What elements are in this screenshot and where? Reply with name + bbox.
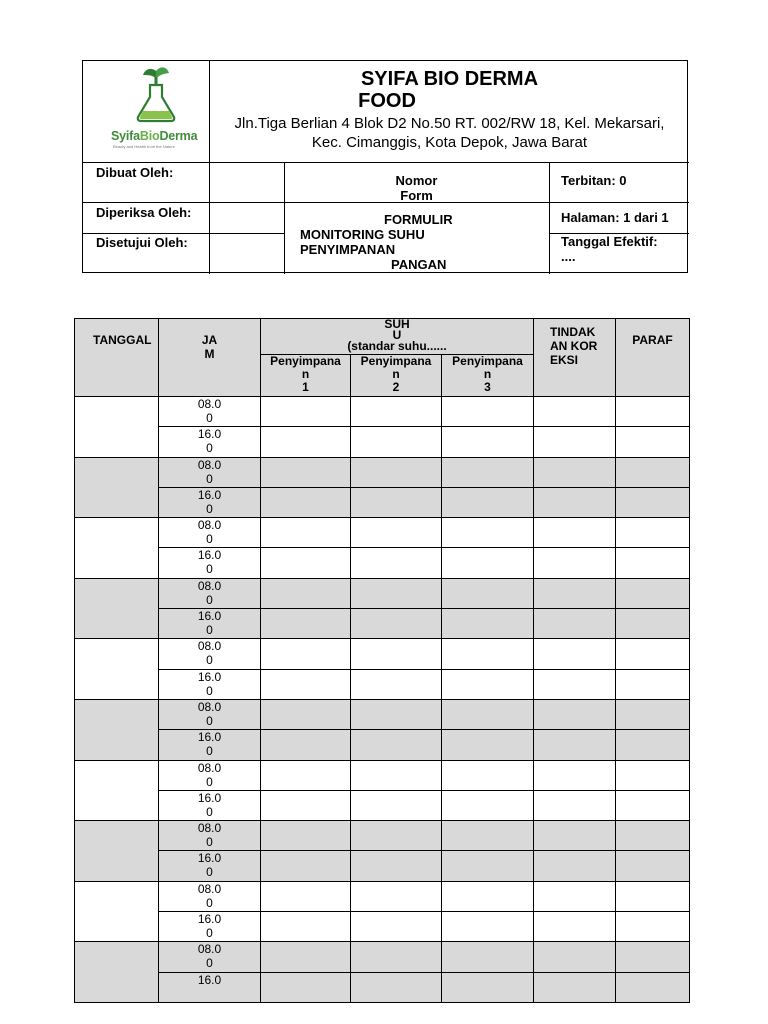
table-row [75, 942, 690, 972]
table-row [75, 457, 690, 487]
tanggal-cell[interactable] [75, 518, 159, 579]
jam-cell: 16.00 [159, 790, 261, 820]
penyimpanan-3-cell[interactable] [442, 881, 534, 911]
penyimpanan-2-cell[interactable] [351, 548, 442, 578]
penyimpanan-3-cell[interactable] [442, 730, 534, 760]
paraf-cell[interactable] [616, 578, 690, 608]
divider [83, 233, 284, 234]
jam-cell: 16.00 [159, 669, 261, 699]
header-tanggal: TANGGAL [75, 319, 159, 397]
tindakan-cell[interactable] [534, 972, 616, 1002]
monitoring-table [74, 318, 690, 1003]
jam-cell: 08.00 [159, 881, 261, 911]
tindakan-cell[interactable] [534, 699, 616, 729]
penyimpanan-1-cell[interactable] [261, 548, 351, 578]
penyimpanan-2-cell[interactable] [351, 760, 442, 790]
penyimpanan-2-cell[interactable] [351, 669, 442, 699]
penyimpanan-3-cell[interactable] [442, 942, 534, 972]
penyimpanan-2-cell[interactable] [351, 578, 442, 608]
penyimpanan-3-cell[interactable] [442, 699, 534, 729]
penyimpanan-3-cell[interactable] [442, 548, 534, 578]
penyimpanan-3-cell[interactable] [442, 669, 534, 699]
tanggal-cell[interactable] [75, 578, 159, 639]
penyimpanan-1-cell[interactable] [261, 518, 351, 548]
table-row [75, 427, 690, 457]
paraf-cell[interactable] [616, 760, 690, 790]
penyimpanan-1-cell[interactable] [261, 457, 351, 487]
penyimpanan-3-cell[interactable] [442, 821, 534, 851]
jam-cell: 16.00 [159, 609, 261, 639]
divider [549, 202, 689, 203]
logo-tagline: Beauty and Health from the Nature [113, 144, 175, 149]
tanggal-cell[interactable] [75, 397, 159, 458]
monitoring-table-body [75, 397, 690, 1003]
tindakan-cell[interactable] [534, 881, 616, 911]
tindakan-cell[interactable] [534, 639, 616, 669]
jam-cell: 08.00 [159, 397, 261, 427]
penyimpanan-3-cell[interactable] [442, 851, 534, 881]
tanggal-cell[interactable] [75, 760, 159, 821]
paraf-cell[interactable] [616, 942, 690, 972]
tindakan-cell[interactable] [534, 518, 616, 548]
table-row [75, 518, 690, 548]
penyimpanan-2-cell[interactable] [351, 821, 442, 851]
penyimpanan-1-cell[interactable] [261, 578, 351, 608]
table-row [75, 972, 690, 1002]
header-penyimpanan-1: Penyimpanan 1 [261, 355, 351, 397]
table-row [75, 609, 690, 639]
tanggal-cell[interactable] [75, 942, 159, 1003]
penyimpanan-1-cell[interactable] [261, 427, 351, 457]
jam-cell: 08.00 [159, 639, 261, 669]
penyimpanan-3-cell[interactable] [442, 457, 534, 487]
penyimpanan-1-cell[interactable] [261, 790, 351, 820]
table-row [75, 851, 690, 881]
divider [209, 162, 210, 274]
jam-cell: 08.00 [159, 821, 261, 851]
diperiksa-oleh-label: Diperiksa Oleh: [96, 205, 192, 220]
tindakan-cell[interactable] [534, 578, 616, 608]
tanggal-efektif-label: Tanggal Efektif: .... [561, 234, 658, 264]
penyimpanan-1-cell[interactable] [261, 851, 351, 881]
document-header [82, 60, 688, 273]
header-penyimpanan-3: Penyimpanan 3 [442, 355, 534, 397]
header-tindakan-koreksi: TINDAKAN KOREKSI [534, 319, 616, 397]
divider [83, 162, 689, 163]
jam-cell: 08.00 [159, 578, 261, 608]
paraf-cell[interactable] [616, 639, 690, 669]
jam-cell: 16.0 [159, 972, 261, 1002]
table-row [75, 548, 690, 578]
jam-cell: 16.00 [159, 427, 261, 457]
company-name: SYIFA BIO DERMA FOOD [358, 68, 539, 112]
penyimpanan-1-cell[interactable] [261, 912, 351, 942]
tindakan-cell[interactable] [534, 457, 616, 487]
divider [83, 202, 284, 203]
tindakan-cell[interactable] [534, 609, 616, 639]
paraf-cell[interactable] [616, 669, 690, 699]
table-row [75, 912, 690, 942]
table-row [75, 639, 690, 669]
penyimpanan-2-cell[interactable] [351, 397, 442, 427]
tanggal-cell[interactable] [75, 821, 159, 882]
paraf-cell[interactable] [616, 881, 690, 911]
tindakan-cell[interactable] [534, 487, 616, 517]
penyimpanan-2-cell[interactable] [351, 912, 442, 942]
tindakan-cell[interactable] [534, 427, 616, 457]
penyimpanan-1-cell[interactable] [261, 730, 351, 760]
header-jam: JAM [159, 319, 261, 397]
tanggal-cell[interactable] [75, 457, 159, 518]
jam-cell: 16.00 [159, 487, 261, 517]
tindakan-cell[interactable] [534, 790, 616, 820]
penyimpanan-1-cell[interactable] [261, 821, 351, 851]
table-row [75, 397, 690, 427]
paraf-cell[interactable] [616, 427, 690, 457]
penyimpanan-2-cell[interactable] [351, 487, 442, 517]
penyimpanan-3-cell[interactable] [442, 912, 534, 942]
penyimpanan-2-cell[interactable] [351, 427, 442, 457]
penyimpanan-3-cell[interactable] [442, 609, 534, 639]
terbitan-label: Terbitan: 0 [561, 173, 627, 188]
penyimpanan-2-cell[interactable] [351, 790, 442, 820]
tindakan-cell[interactable] [534, 851, 616, 881]
jam-cell: 08.00 [159, 760, 261, 790]
penyimpanan-2-cell[interactable] [351, 730, 442, 760]
table-row [75, 578, 690, 608]
dibuat-oleh-label: Dibuat Oleh: [96, 165, 174, 180]
header-suhu: SUH U (standar suhu...... [261, 319, 534, 355]
penyimpanan-3-cell[interactable] [442, 487, 534, 517]
jam-cell: 16.00 [159, 851, 261, 881]
header-penyimpanan-2: Penyimpanan 2 [351, 355, 442, 397]
paraf-cell[interactable] [616, 518, 690, 548]
penyimpanan-1-cell[interactable] [261, 699, 351, 729]
form-title: FORMULIR MONITORING SUHU PENYIMPANAN PANGAN [300, 212, 453, 272]
penyimpanan-1-cell[interactable] [261, 972, 351, 1002]
tanggal-cell[interactable] [75, 639, 159, 700]
tindakan-cell[interactable] [534, 942, 616, 972]
divider [549, 162, 550, 274]
penyimpanan-2-cell[interactable] [351, 699, 442, 729]
tanggal-cell[interactable] [75, 699, 159, 760]
table-row [75, 760, 690, 790]
tindakan-cell[interactable] [534, 760, 616, 790]
penyimpanan-2-cell[interactable] [351, 457, 442, 487]
paraf-cell[interactable] [616, 730, 690, 760]
tindakan-cell[interactable] [534, 397, 616, 427]
penyimpanan-2-cell[interactable] [351, 972, 442, 1002]
jam-cell: 08.00 [159, 699, 261, 729]
company-info [210, 61, 689, 163]
paraf-cell[interactable] [616, 457, 690, 487]
penyimpanan-3-cell[interactable] [442, 518, 534, 548]
penyimpanan-2-cell[interactable] [351, 881, 442, 911]
jam-cell: 08.00 [159, 942, 261, 972]
paraf-cell[interactable] [616, 397, 690, 427]
tindakan-cell[interactable] [534, 548, 616, 578]
tindakan-cell[interactable] [534, 821, 616, 851]
penyimpanan-3-cell[interactable] [442, 427, 534, 457]
penyimpanan-1-cell[interactable] [261, 487, 351, 517]
logo-wordmark: SyifaBioDerma [111, 129, 198, 143]
table-row [75, 730, 690, 760]
penyimpanan-3-cell[interactable] [442, 639, 534, 669]
penyimpanan-1-cell[interactable] [261, 669, 351, 699]
penyimpanan-1-cell[interactable] [261, 942, 351, 972]
penyimpanan-2-cell[interactable] [351, 639, 442, 669]
tindakan-cell[interactable] [534, 912, 616, 942]
penyimpanan-1-cell[interactable] [261, 397, 351, 427]
paraf-cell[interactable] [616, 790, 690, 820]
penyimpanan-3-cell[interactable] [442, 972, 534, 1002]
disetujui-oleh-label: Disetujui Oleh: [96, 235, 188, 250]
penyimpanan-1-cell[interactable] [261, 881, 351, 911]
penyimpanan-2-cell[interactable] [351, 518, 442, 548]
jam-cell: 16.00 [159, 730, 261, 760]
jam-cell: 16.00 [159, 548, 261, 578]
table-row [75, 881, 690, 911]
jam-cell: 08.00 [159, 518, 261, 548]
table-row [75, 669, 690, 699]
penyimpanan-1-cell[interactable] [261, 609, 351, 639]
paraf-cell[interactable] [616, 699, 690, 729]
paraf-cell[interactable] [616, 851, 690, 881]
halaman-label: Halaman: 1 dari 1 [561, 210, 669, 225]
penyimpanan-2-cell[interactable] [351, 851, 442, 881]
paraf-cell[interactable] [616, 609, 690, 639]
company-address: Jln.Tiga Berlian 4 Blok D2 No.50 RT. 002/RW 18, Kel. Mekarsari, Kec. Cimanggis, Kota Depok, Jawa Barat [234, 115, 665, 151]
nomor-form-label: Nomor Form [395, 173, 438, 203]
company-logo [83, 61, 210, 163]
penyimpanan-1-cell[interactable] [261, 760, 351, 790]
tindakan-cell[interactable] [534, 669, 616, 699]
penyimpanan-1-cell[interactable] [261, 639, 351, 669]
paraf-cell[interactable] [616, 912, 690, 942]
table-row [75, 487, 690, 517]
jam-cell: 16.00 [159, 912, 261, 942]
table-row [75, 821, 690, 851]
paraf-cell[interactable] [616, 487, 690, 517]
penyimpanan-3-cell[interactable] [442, 760, 534, 790]
penyimpanan-2-cell[interactable] [351, 942, 442, 972]
paraf-cell[interactable] [616, 821, 690, 851]
header-paraf: PARAF [616, 319, 690, 397]
tanggal-cell[interactable] [75, 881, 159, 942]
paraf-cell[interactable] [616, 548, 690, 578]
paraf-cell[interactable] [616, 972, 690, 1002]
penyimpanan-3-cell[interactable] [442, 790, 534, 820]
penyimpanan-3-cell[interactable] [442, 397, 534, 427]
tindakan-cell[interactable] [534, 730, 616, 760]
table-row [75, 699, 690, 729]
jam-cell: 08.00 [159, 457, 261, 487]
table-row [75, 790, 690, 820]
penyimpanan-3-cell[interactable] [442, 578, 534, 608]
penyimpanan-2-cell[interactable] [351, 609, 442, 639]
